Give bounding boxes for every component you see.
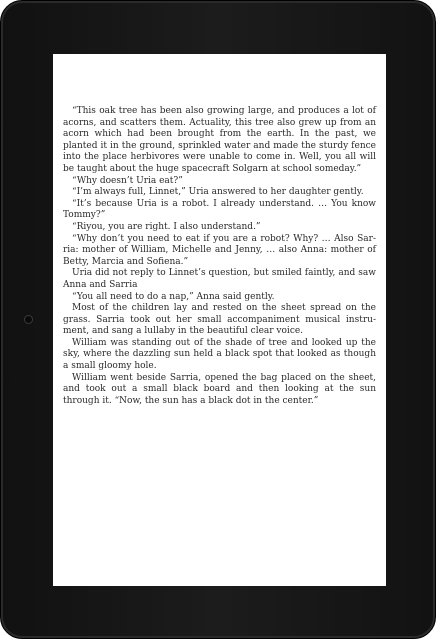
paragraph: William was standing out of the shade of tree and looked up the sky, where the dazzling sun held a black spot that looked as though a small gloomy hole. <box>63 337 376 372</box>
paragraph: “Why doesn’t Uria eat?” <box>72 175 183 186</box>
paragraph: “It’s because Uria is a robot. I already understand. … You know Tommy?” <box>63 198 376 221</box>
book-page-text <box>63 106 376 407</box>
paragraph: Most of the children lay and rested on the sheet spread on the grass. Sarria took out her small accompaniment musical instrument, and sang a lullaby in the beautiful clear voice. <box>63 303 376 337</box>
front-camera-icon <box>24 315 33 324</box>
paragraph: “This oak tree has been also growing large, and produces a lot of acorns, and scatters them. Actuality, this tree also grew up from an acorn which had been brought from the earth. In the past, we planted it in the ground, sprinkled water and made the sturdy fence into the place herbivores were unable to come in. Well, you all will be taught about the huge spacecraft Solgarn at school someday.” <box>63 106 376 174</box>
paragraph: Uria did not reply to Linnet’s question, but smiled faintly, and saw Anna and Sarria <box>63 268 376 290</box>
ebook-reader-screen[interactable] <box>53 54 386 586</box>
paragraph: “Riyou, you are right. I also understand.” <box>72 221 261 232</box>
paragraph: “You all need to do a nap,” Anna said gently. <box>72 291 275 302</box>
paragraph: “I’m always full, Linnet,” Uria answered to her daughter gently. <box>72 187 364 198</box>
paragraph: William went beside Sarria, opened the bag placed on the sheet, and took out a small black board and then looking at the sun through it. “Now, the sun has a black dot in the center.” <box>63 372 376 406</box>
paragraph: “Why don’t you need to eat if you are a robot? Why? … Also Sarria: mother of William, Michelle and Jenny, … also Anna: mother of Betty, Marcia and Sofiena.” <box>63 233 376 267</box>
